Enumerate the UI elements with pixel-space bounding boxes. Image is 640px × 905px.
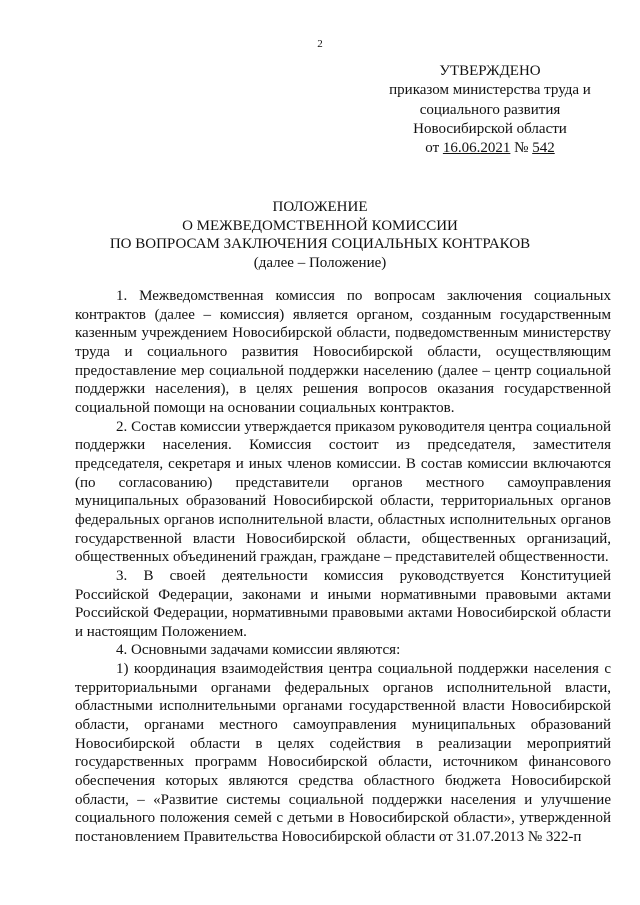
approval-number: 542 [532,140,555,157]
document-body [75,287,611,847]
approval-line-2: социального развития [419,101,561,118]
paragraph-2: 2. Состав комиссии утверждается приказом руководителя центра социальной поддержки населения. Комиссия состоит из председателя, заместителя председателя, секретаря и иных членов комиссии. В состав комиссии включаются (по согласованию) представители органов местного самоуправления муниципальных образований Новосибирской области, территориальных органов федеральных органов исполнительной власти, областных исполнительных органов государственной власти Новосибирской области, общественных организаций, общественных объединений граждан, граждане – представителей общественности. [75,418,611,566]
paragraph-4: 4. Основными задачами комиссии являются: [116,642,401,659]
approval-line-3: Новосибирской области [413,120,567,137]
title-line-3: ПО ВОПРОСАМ ЗАКЛЮЧЕНИЯ СОЦИАЛЬНЫХ КОНТРАКОВ [109,236,531,252]
paragraph-3: 3. В своей деятельности комиссия руководствуется Конституцией Российской Федерации, законами и иными нормативными правовыми актами Российской Федерации, нормативными правовыми актами Новосибирской области и настоящим Положением. [75,567,611,640]
title-line-2: О МЕЖВЕДОМСТВЕННОЙ КОМИССИИ [182,217,458,234]
title-line-1: ПОЛОЖЕНИЕ [272,199,368,215]
approval-stamp [372,62,608,158]
paragraph-1: 1. Межведомственная комиссия по вопросам заключения социальных контрактов (далее – комиссия) является органом, созданным государственным казенным учреждением Новосибирской области, подведомственным министерству труда и социального развития Новосибирской области, осуществляющим предоставление мер социальной поддержки населению (далее – центр социальной поддержки населения), в целях решения вопросов оказания государственной социальной помощи на основании социальных контрактов. [75,288,611,416]
approval-prefix: от [425,140,440,157]
approval-line-1: приказом министерства труда и [389,82,591,99]
title-line-4: (далее – Положение) [253,254,387,271]
approval-date: 16.06.2021 [442,140,511,157]
approval-order-line [372,139,608,158]
approval-number-sign: № [514,140,529,157]
document-title [60,198,580,272]
approval-heading: УТВЕРЖДЕНО [439,63,541,79]
paragraph-4-item-1: 1) координация взаимодействия центра социальной поддержки населения с территориальными органами федеральных органов исполнительной власти, областными исполнительными органами государственной власти Новосибирской области, органами местного самоуправления муниципальных образований Новосибирской области в целях содействия в реализации мероприятий государственных программ Новосибирской области, источником финансового обеспечения которых являются средства областного бюджета Новосибирской области, – «Развитие системы социальной поддержки населения и улучшение социального положения семей с детьми в Новосибирской области», утвержденной постановлением Правительства Новосибирской области от 31.07.2013 № 322-п [75,661,611,846]
page-number: 2 [317,38,323,50]
